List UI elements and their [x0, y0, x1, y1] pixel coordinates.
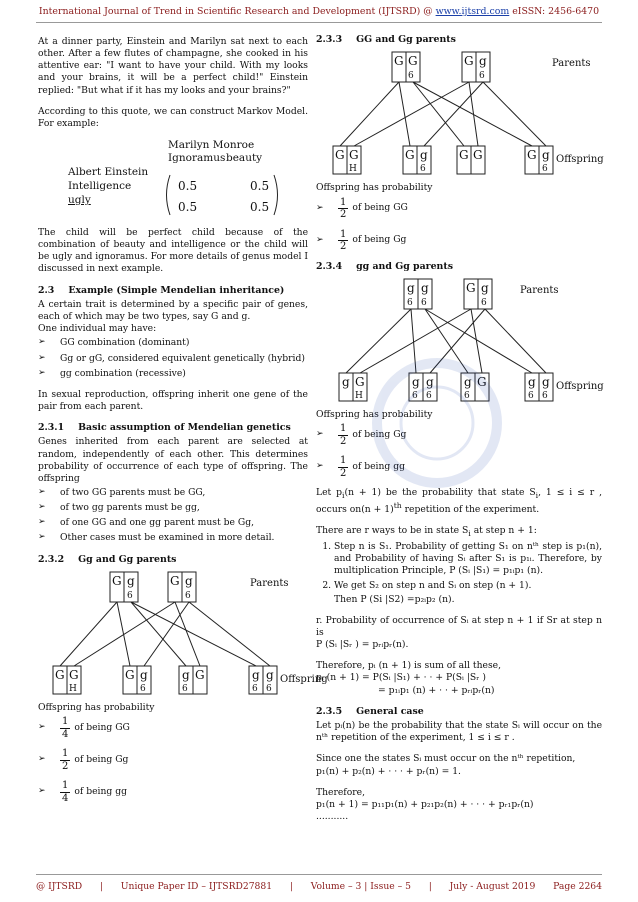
matrix-row1: Intelligence	[68, 179, 132, 192]
issn: eISSN: 2456-6470	[509, 6, 600, 17]
arrow-bullet-icon: ➢	[38, 754, 46, 765]
probability-item: ➢ $\frac{1}{2}$ of being Gg	[316, 228, 407, 253]
section-heading-2-3-4: 2.3.4 gg and Gg parents	[316, 260, 453, 272]
svg-text:6: 6	[479, 71, 485, 82]
parents-label: Parents	[520, 284, 559, 296]
section-heading-2-3-3: 2.3.3 GG and Gg parents	[316, 34, 456, 45]
svg-text:6: 6	[542, 390, 548, 401]
matrix-v12: 0.5	[250, 178, 270, 193]
footer-sep: |	[289, 881, 293, 892]
list-item: 1. Step n is S₁. Probability of getting S₁ on nᵗʰ step is p₁(n), and Probability of having Sᵢ after S₁ is p₁ᵢ. Therefore, by multiplication Principle, P (Sᵢ |S₁) = p₁ᵢp₁ (n).	[334, 541, 602, 577]
equation: pᵢ (n + 1) = P(Sᵢ |S₁) + · · + P(Sᵢ |Sᵣ )	[316, 672, 486, 684]
header-divider	[36, 22, 602, 23]
paragraph: In sexual reproduction, offspring inherit one gene of the pair from each parent.	[38, 388, 308, 412]
fraction: $\frac{1}{4}$	[62, 780, 69, 804]
probability-item: ➢ $\frac{1}{2}$ of being gg	[316, 455, 405, 479]
parent-box	[392, 52, 420, 82]
svg-text:g: g	[182, 668, 190, 683]
svg-text:g: g	[426, 374, 434, 389]
svg-text:6: 6	[266, 684, 272, 695]
list-item: ➢ of two GG parents must be GG,	[38, 487, 206, 499]
svg-text:G: G	[55, 668, 65, 683]
svg-text:g: g	[342, 374, 350, 389]
arrow-bullet-icon: ➢	[38, 532, 46, 543]
paragraph: At a dinner party, Einstein and Marilyn sat next to each other. After a few flutes of champagne, she cooked in his attentive ear: "I want to have your child. With my looks and your brains, it will be a perfect child!" Einstein replied: "But what if it has my looks and your brains?"	[38, 36, 308, 96]
journal-name: International Journal of Trend in Scientific Research and Development (IJTSRD) @	[38, 6, 436, 17]
svg-text:G: G	[466, 280, 476, 295]
matrix-v11: 0.5	[178, 178, 198, 193]
paragraph: Therefore,	[316, 786, 365, 798]
svg-text:G: G	[349, 148, 359, 163]
svg-text:6: 6	[542, 164, 548, 175]
svg-text:G: G	[464, 54, 474, 69]
svg-text:G: G	[112, 574, 122, 589]
left-column	[38, 36, 328, 812]
matrix-v21: 0.5	[178, 199, 198, 214]
svg-text:G: G	[170, 574, 180, 589]
section-heading-2-3-5: 2.3.5 General case	[316, 705, 424, 717]
arrow-bullet-icon: ➢	[316, 461, 324, 472]
list-item: 2. We get S₂ on step n and Sᵢ on step (n + 1).	[334, 580, 602, 592]
probability-item: ➢ $\frac{1}{2}$ of being Gg	[316, 423, 407, 447]
footer-volume: Volume – 3 | Issue – 5	[310, 881, 411, 892]
fraction: $\frac{1}{2}$	[340, 228, 347, 253]
markov-matrix	[38, 139, 308, 219]
svg-text:6: 6	[412, 390, 418, 401]
paragraph: Since one the states Sᵢ must occur on the nᵗʰ repetition,	[316, 753, 576, 765]
matrix-v22: 0.5	[250, 199, 270, 214]
paragraph: Genes inherited from each parent are selected at random, independently of each other. This determines probability of occurrence of each type of offspring. The offspring	[38, 436, 308, 484]
probability-item: ➢ $\frac{1}{2}$ of being GG	[316, 196, 408, 221]
page-footer	[36, 881, 602, 893]
arrow-bullet-icon: ➢	[38, 487, 46, 498]
footer-sep: |	[428, 881, 432, 892]
matrix-row2: ugly	[68, 193, 91, 206]
offspring-label: Offspring	[556, 380, 604, 392]
footer-left: @ IJTSRD	[36, 881, 83, 892]
offspring-label: Offspring	[556, 154, 604, 166]
section-heading-2-3-1: 2.3.1 Basic assumption of Mendelian genetics	[38, 422, 291, 434]
svg-text:6: 6	[252, 684, 258, 695]
list-item: ➢ gg combination (recessive)	[38, 367, 186, 379]
svg-text:g: g	[420, 148, 428, 163]
arrow-bullet-icon: ➢	[316, 234, 324, 245]
offspring-box	[457, 146, 485, 174]
paragraph: Let $p_i(n + 1)$ be the probability that state $S_i$, 1 ≤ i ≤ r , occurs $on(n + 1)^{th}$ repetition of the experiment.	[316, 487, 602, 516]
svg-text:6: 6	[185, 591, 191, 602]
equation: = p₁ᵢp₁ (n) + · · + pᵣᵢpᵣ(n)	[378, 684, 495, 696]
paragraph: Let pᵢ(n) be the probability that the state Sᵢ will occur on the nᵗʰ repetition of the experiment, 1 ≤ i ≤ r .	[316, 720, 602, 744]
offspring-box	[53, 666, 81, 694]
ellipsis: ...........	[316, 811, 349, 822]
genotype-list	[38, 337, 308, 379]
paragraph: A certain trait is determined by a specific pair of genes, each of which may be two types, say G and g.	[38, 298, 308, 323]
section-heading-2-3-2: 2.3.2 Gg and Gg parents	[38, 553, 177, 565]
section-heading-2-3: 2.3 Example (Simple Mendelian inheritance)	[38, 284, 285, 296]
ijtsrd-watermark-logo	[372, 318, 502, 528]
matrix-col2: beauty	[226, 151, 263, 164]
paragraph: There are r ways to be in state $S_i$ at step n + 1:	[316, 525, 537, 539]
svg-text:g: g	[127, 574, 135, 589]
footer-divider	[36, 874, 602, 875]
offspring-rules-list	[38, 487, 308, 545]
offspring-box	[249, 666, 277, 694]
arrow-bullet-icon: ➢	[38, 517, 46, 528]
gg-gg-parents-diagram-2	[316, 48, 602, 176]
svg-text:6: 6	[481, 297, 487, 308]
paragraph: One individual may have:	[38, 323, 157, 335]
arrow-bullet-icon: ➢	[38, 337, 46, 348]
offspring-box	[403, 146, 431, 174]
offspring-label: Offspring	[280, 674, 328, 686]
svg-text:g: g	[140, 668, 148, 683]
footer-sep: |	[99, 881, 104, 892]
svg-text:G: G	[125, 668, 135, 683]
svg-text:6: 6	[421, 297, 427, 308]
svg-text:6: 6	[528, 390, 534, 401]
paragraph: Therefore, pᵢ (n + 1) is sum of all these,	[316, 660, 502, 672]
svg-text:g: g	[252, 668, 260, 683]
svg-text:6: 6	[420, 164, 426, 175]
paragraph: r. Probability of occurrence of Sᵢ at step n + 1 if Sr at step n is	[316, 614, 602, 639]
svg-text:g: g	[542, 148, 550, 163]
paragraph: Offspring has probability	[316, 182, 433, 194]
fraction: $\frac{1}{2}$	[62, 748, 69, 772]
svg-text:6: 6	[182, 684, 188, 695]
svg-text:G: G	[405, 148, 415, 163]
svg-text:G: G	[459, 148, 469, 163]
parent-box	[462, 52, 490, 82]
svg-text:G: G	[69, 668, 79, 683]
svg-text:g: g	[479, 54, 487, 69]
paragraph: P (Sᵢ |Sᵣ ) = pᵣᵢpᵣ(n).	[316, 639, 409, 651]
svg-text:g: g	[464, 374, 472, 389]
svg-text:6: 6	[407, 297, 413, 308]
arrow-bullet-icon: ➢	[38, 367, 46, 378]
svg-text:G: G	[477, 374, 487, 389]
svg-text:G: G	[394, 54, 404, 69]
matrix-col-title: Marilyn Monroe	[168, 138, 255, 151]
svg-text:g: g	[421, 280, 429, 295]
fraction: $\frac{1}{2}$	[340, 423, 347, 447]
svg-text:G: G	[408, 54, 418, 69]
list-item: ➢ of two gg parents must be gg,	[38, 502, 200, 514]
arrow-bullet-icon: ➢	[316, 429, 324, 440]
parent-box	[464, 279, 492, 309]
svg-text:6: 6	[426, 390, 432, 401]
footer-date: July - August 2019	[449, 881, 536, 892]
parents-label: Parents	[552, 58, 591, 70]
offspring-box	[123, 666, 151, 694]
footer-page: Page 2264	[553, 881, 602, 892]
arrow-bullet-icon: ➢	[38, 722, 46, 733]
svg-text:6: 6	[408, 71, 414, 82]
offspring-box	[333, 146, 361, 174]
parent-box	[168, 572, 196, 602]
arrow-bullet-icon: ➢	[316, 202, 324, 213]
offspring-box	[525, 373, 553, 401]
equation: p₁(n) + p₂(n) + · · · + pᵣ(n) = 1.	[316, 765, 461, 777]
svg-text:g: g	[412, 374, 420, 389]
probability-item: ➢ $\frac{1}{4}$ of being gg	[38, 780, 127, 804]
list-item: ➢ GG combination (dominant)	[38, 337, 190, 349]
paragraph: The child will be perfect child because of the combination of beauty and intelligence or the child will be ugly and ignoramus. For more details of genus model I discussed in next example.	[38, 226, 309, 275]
journal-header	[0, 6, 638, 18]
fraction: $\frac{1}{2}$	[340, 196, 347, 221]
offspring-box	[525, 146, 553, 174]
svg-text:g: g	[542, 374, 550, 389]
fraction: $\frac{1}{2}$	[340, 455, 347, 479]
svg-text:6: 6	[127, 591, 133, 602]
step-list	[316, 541, 602, 592]
equation: p₁(n + 1) = p₁₁p₁(n) + p₂₁p₂(n) + · · · + pᵣ₁pᵣ(n)	[316, 798, 534, 810]
svg-text:6: 6	[140, 684, 146, 695]
fraction: $\frac{1}{4}$	[62, 716, 69, 740]
svg-text:G: G	[355, 374, 365, 389]
svg-text:g: g	[185, 574, 193, 589]
parent-box	[110, 572, 138, 602]
offspring-box	[179, 666, 207, 694]
arrow-bullet-icon: ➢	[38, 786, 46, 797]
paragraph: Offspring has probability	[38, 702, 155, 714]
svg-text:H: H	[69, 684, 77, 695]
svg-text:G: G	[195, 668, 205, 683]
offspring-box	[339, 373, 367, 401]
inheritance-lines	[340, 82, 546, 146]
inheritance-lines	[60, 602, 270, 666]
svg-text:g: g	[407, 280, 415, 295]
svg-text:H: H	[355, 390, 363, 401]
paragraph: Offspring has probability	[316, 408, 433, 420]
svg-text:6: 6	[464, 390, 470, 401]
paragraph: According to this quote, we can construct Markov Model. For example:	[38, 105, 308, 129]
journal-url-link[interactable]: www.ijtsrd.com	[435, 6, 510, 17]
parents-label: Parents	[250, 578, 289, 590]
paragraph: Then P (Si |S2) =p₂ᵢp₂ (n).	[334, 593, 455, 605]
matrix-col1: Ignoramus	[168, 151, 226, 164]
arrow-bullet-icon: ➢	[38, 502, 46, 513]
parent-box	[404, 279, 432, 309]
svg-text:G: G	[527, 148, 537, 163]
list-item: ➢ of one GG and one gg parent must be Gg,	[38, 517, 254, 529]
footer-paper-id: Unique Paper ID – IJTSRD27881	[120, 881, 273, 892]
probability-item: ➢ $\frac{1}{2}$ of being Gg	[38, 748, 129, 772]
svg-text:H: H	[349, 164, 357, 175]
svg-text:g: g	[481, 280, 489, 295]
svg-text:g: g	[266, 668, 274, 683]
arrow-bullet-icon: ➢	[38, 352, 46, 363]
svg-text:G: G	[473, 148, 483, 163]
list-item: ➢ Gg or gG, considered equivalent genetically (hybrid)	[38, 352, 305, 364]
list-item: ➢ Other cases must be examined in more detail.	[38, 532, 275, 544]
svg-text:G: G	[335, 148, 345, 163]
svg-text:g: g	[528, 374, 536, 389]
matrix-row-title: Albert Einstein	[68, 165, 149, 178]
probability-item: ➢ $\frac{1}{4}$ of being GG	[38, 716, 130, 740]
gg-gg-parents-diagram	[38, 568, 328, 696]
